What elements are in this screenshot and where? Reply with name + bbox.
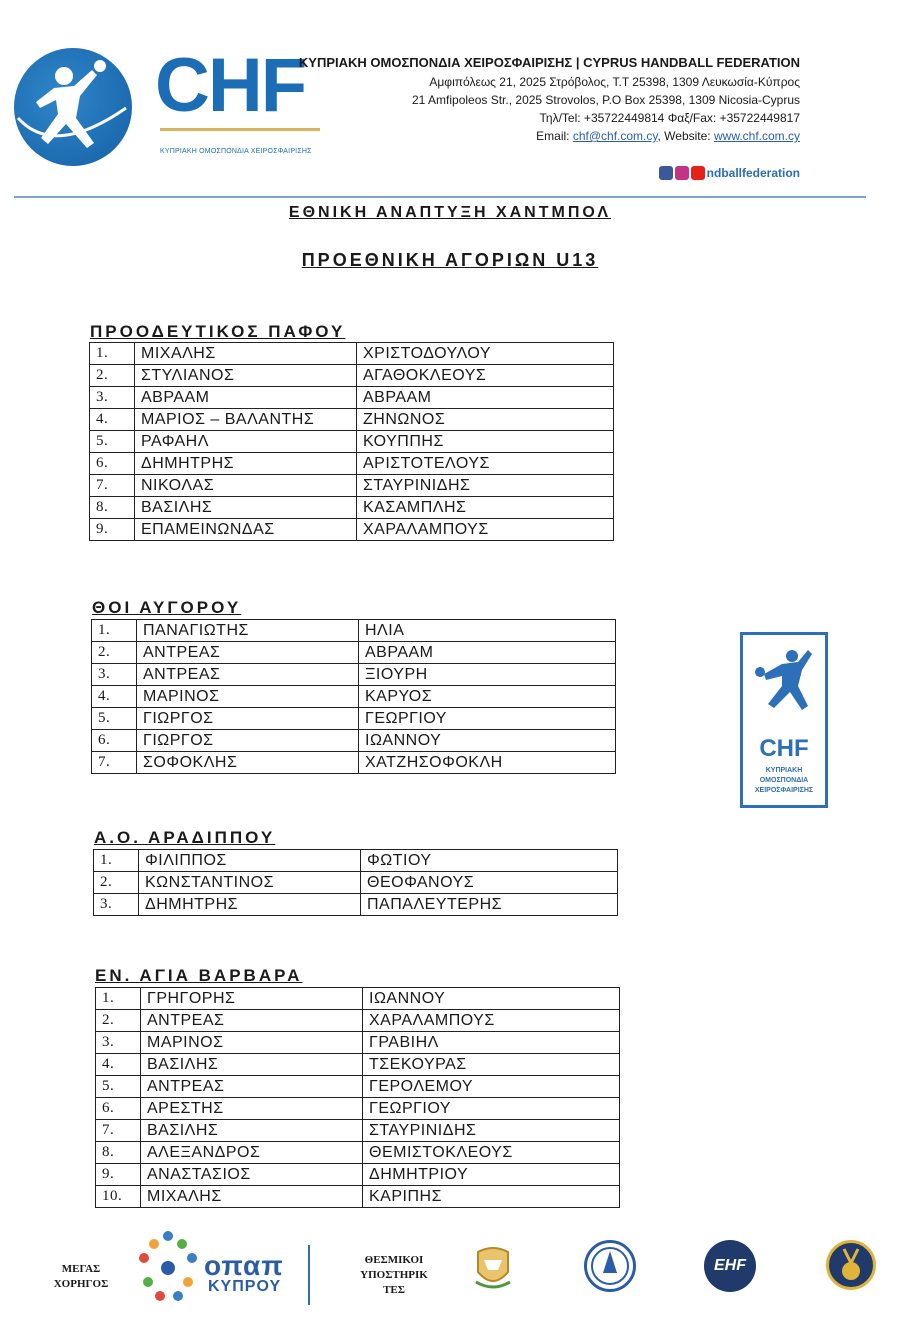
table-row xyxy=(92,730,616,752)
player-first-name: ΔΗΜΗΤΡΗΣ xyxy=(135,453,357,475)
federation-name: ΚΥΠΡΙΑΚΗ ΟΜΟΣΠΟΝΔΙΑ ΧΕΙΡΟΣΦΑΙΡΙΣΗΣ | CYPRUS HANDBALL FEDERATION xyxy=(298,55,800,70)
player-first-name: ΜΙΧΑΛΗΣ xyxy=(141,1186,363,1208)
player-first-name: ΒΑΣΙΛΗΣ xyxy=(141,1054,363,1076)
player-last-name: ΣΤΑΥΡΙΝΙΔΗΣ xyxy=(363,1120,620,1142)
player-last-name: ΚΑΡΙΠΗΣ xyxy=(363,1186,620,1208)
player-first-name: ΑΝΤΡΕΑΣ xyxy=(141,1010,363,1032)
squad-title: ΠΡΟΕΘΝΙΚΗ ΑΓΟΡΙΩΝ U13 xyxy=(301,250,599,270)
player-first-name: ΑΝΤΡΕΑΣ xyxy=(137,664,359,686)
table-row xyxy=(90,387,614,409)
club-name: ΕΝ. ΑΓΙΑ ΒΑΡΒΑΡΑ xyxy=(95,966,303,985)
player-number: 3. xyxy=(96,1032,141,1054)
address-english: 21 Amfipoleos Str., 2025 Strovolos, P.O Box 25398, 1309 Nicosia-Cyprus xyxy=(412,93,800,107)
player-first-name: ΜΙΧΑΛΗΣ xyxy=(135,343,357,365)
club-name: ΠΡΟΟΔΕΥΤΙΚΟΣ ΠΑΦΟΥ xyxy=(90,322,346,341)
table-row xyxy=(96,988,620,1010)
logo-underline xyxy=(160,128,320,131)
table-row xyxy=(90,475,614,497)
player-number: 7. xyxy=(96,1120,141,1142)
handball-player-icon xyxy=(14,48,132,166)
player-first-name: ΜΑΡΙΝΟΣ xyxy=(141,1032,363,1054)
player-first-name: ΦΙΛΙΠΠΟΣ xyxy=(139,850,361,872)
player-first-name: ΑΝΤΡΕΑΣ xyxy=(137,642,359,664)
player-last-name: ΧΑΡΑΛΑΜΠΟΥΣ xyxy=(363,1010,620,1032)
player-last-name: ΑΡΙΣΤΟΤΕΛΟΥΣ xyxy=(357,453,614,475)
institutional-supporters-label xyxy=(346,1253,442,1298)
player-first-name: ΚΩΝΣΤΑΝΤΙΝΟΣ xyxy=(139,872,361,894)
table-row xyxy=(94,850,618,872)
player-number: 6. xyxy=(90,453,135,475)
player-first-name: ΜΑΡΙΝΟΣ xyxy=(137,686,359,708)
player-first-name: ΝΙΚΟΛΑΣ xyxy=(135,475,357,497)
player-number: 9. xyxy=(90,519,135,541)
player-last-name: ΓΕΡΟΛΕΜΟΥ xyxy=(363,1076,620,1098)
website-label: , Website: xyxy=(657,129,711,143)
koa-runner-icon xyxy=(587,1243,633,1289)
player-first-name: ΑΒΡΑΑΜ xyxy=(135,387,357,409)
player-number: 1. xyxy=(90,343,135,365)
table-row xyxy=(96,1186,620,1208)
chf-logo-text: CHF xyxy=(155,43,306,128)
player-last-name: ΧΑΤΖΗΣΟΦΟΚΛΗ xyxy=(359,752,616,774)
table-row xyxy=(92,620,616,642)
player-number: 5. xyxy=(92,708,137,730)
player-last-name: ΧΑΡΑΛΑΜΠΟΥΣ xyxy=(357,519,614,541)
major-sponsor-label xyxy=(46,1262,116,1292)
player-first-name: ΑΝΑΣΤΑΣΙΟΣ xyxy=(141,1164,363,1186)
player-first-name: ΑΛΕΞΑΝΔΡΟΣ xyxy=(141,1142,363,1164)
table-row xyxy=(96,1098,620,1120)
table-row xyxy=(96,1010,620,1032)
player-first-name: ΕΠΑΜΕΙΝΩΝΔΑΣ xyxy=(135,519,357,541)
table-row xyxy=(92,642,616,664)
player-number: 2. xyxy=(90,365,135,387)
player-last-name: ΓΕΩΡΓΙΟΥ xyxy=(359,708,616,730)
player-last-name: ΑΒΡΑΑΜ xyxy=(357,387,614,409)
player-number: 2. xyxy=(94,872,139,894)
club-roster-table xyxy=(93,849,618,916)
major-sponsor-label-line: ΧΟΡΗΓΟΣ xyxy=(53,1278,109,1290)
table-row xyxy=(90,519,614,541)
player-number: 9. xyxy=(96,1164,141,1186)
player-last-name: ΚΑΡΥΟΣ xyxy=(359,686,616,708)
player-last-name: ΚΟΥΠΠΗΣ xyxy=(357,431,614,453)
club-roster-table xyxy=(95,987,620,1208)
table-row xyxy=(92,708,616,730)
player-first-name: ΒΑΣΙΛΗΣ xyxy=(135,497,357,519)
player-number: 7. xyxy=(90,475,135,497)
player-number: 4. xyxy=(92,686,137,708)
player-number: 1. xyxy=(96,988,141,1010)
player-last-name: ΣΤΑΥΡΙΝΙΔΗΣ xyxy=(357,475,614,497)
social-handle[interactable]: ndballfederation xyxy=(706,165,800,180)
stamp-subtext: ΚΥΠΡΙΑΚΗ ΟΜΟΣΠΟΝΔΙΑ ΧΕΙΡΟΣΦΑΙΡΙΣΗΣ xyxy=(754,767,814,794)
club-name: ΘΟΙ ΑΥΓΟΡΟΥ xyxy=(92,598,242,617)
table-row xyxy=(96,1120,620,1142)
table-row xyxy=(96,1076,620,1098)
player-number: 6. xyxy=(92,730,137,752)
ehf-logo: EHF xyxy=(704,1240,756,1292)
table-row xyxy=(92,686,616,708)
player-last-name: ΤΣΕΚΟΥΡΑΣ xyxy=(363,1054,620,1076)
player-number: 2. xyxy=(96,1010,141,1032)
player-number: 4. xyxy=(96,1054,141,1076)
player-last-name: ΓΕΩΡΓΙΟΥ xyxy=(363,1098,620,1120)
player-number: 8. xyxy=(96,1142,141,1164)
phone-fax-line: Τηλ/Tel: +35722449814 Φαξ/Fax: +35722449817 xyxy=(539,111,800,125)
club-name: Α.Ο. ΑΡΑΔΙΠΠΟΥ xyxy=(94,828,276,847)
player-last-name: ΙΩΑΝΝΟΥ xyxy=(363,988,620,1010)
table-row xyxy=(90,343,614,365)
major-sponsor-label-line: ΜΕΓΑΣ xyxy=(61,1263,101,1275)
player-last-name: ΗΛΙΑ xyxy=(359,620,616,642)
institutional-label-line: ΤΕΣ xyxy=(383,1284,405,1296)
player-number: 7. xyxy=(92,752,137,774)
institutional-label-line: ΘΕΣΜΙΚΟΙ xyxy=(364,1254,424,1266)
logo-subtitle: ΚΥΠΡΙΑΚΗ ΟΜΟΣΠΟΝΔΙΑ ΧΕΙΡΟΣΦΑΙΡΙΣΗΣ xyxy=(160,148,312,155)
player-last-name: ΓΡΑΒΙΗΛ xyxy=(363,1032,620,1054)
player-last-name: ΑΓΑΘΟΚΛΕΟΥΣ xyxy=(357,365,614,387)
player-last-name: ΞΙΟΥΡΗ xyxy=(359,664,616,686)
player-first-name: ΣΤΥΛΙΑΝΟΣ xyxy=(135,365,357,387)
stamp-player-icon xyxy=(752,646,816,718)
program-title: ΕΘΝΙΚΗ ΑΝΑΠΤΥΞΗ ΧΑΝΤΜΠΟΛ xyxy=(288,204,612,221)
table-row xyxy=(96,1032,620,1054)
player-number: 6. xyxy=(96,1098,141,1120)
table-row xyxy=(92,664,616,686)
email-link[interactable]: chf@chf.com.cy xyxy=(572,129,658,143)
player-number: 1. xyxy=(94,850,139,872)
facebook-icon[interactable] xyxy=(659,166,673,180)
player-last-name: ΑΒΡΑΑΜ xyxy=(359,642,616,664)
ihf-medal-icon xyxy=(829,1243,873,1287)
table-row xyxy=(96,1142,620,1164)
instagram-icon[interactable] xyxy=(675,166,689,180)
player-last-name: ΔΗΜΗΤΡΙΟΥ xyxy=(363,1164,620,1186)
player-number: 1. xyxy=(92,620,137,642)
player-first-name: ΣΟΦΟΚΛΗΣ xyxy=(137,752,359,774)
opap-brand-text: οπαπ xyxy=(204,1250,284,1281)
youtube-icon[interactable] xyxy=(691,166,705,180)
address-greek: Αμφιπόλεως 21, 2025 Στρόβολος, Τ.Τ 25398, 1309 Λευκωσία-Κύπρος xyxy=(429,75,800,89)
table-row xyxy=(90,453,614,475)
player-last-name: ΚΑΣΑΜΠΛΗΣ xyxy=(357,497,614,519)
opap-brand-subtext: ΚΥΠΡΟΥ xyxy=(208,1278,282,1295)
player-first-name: ΓΙΩΡΓΟΣ xyxy=(137,708,359,730)
table-row xyxy=(90,365,614,387)
federation-emblem xyxy=(14,48,132,166)
player-last-name: ΙΩΑΝΝΟΥ xyxy=(359,730,616,752)
player-last-name: ΖΗΝΩΝΟΣ xyxy=(357,409,614,431)
player-last-name: ΘΕΟΦΑΝΟΥΣ xyxy=(361,872,618,894)
player-last-name: ΘΕΜΙΣΤΟΚΛΕΟΥΣ xyxy=(363,1142,620,1164)
table-row xyxy=(90,409,614,431)
table-row xyxy=(90,497,614,519)
player-first-name: ΜΑΡΙΟΣ – ΒΑΛΑΝΤΗΣ xyxy=(135,409,357,431)
player-number: 4. xyxy=(90,409,135,431)
player-number: 5. xyxy=(96,1076,141,1098)
footer-divider xyxy=(308,1245,310,1305)
player-last-name: ΠΑΠΑΛΕΥΤΕΡΗΣ xyxy=(361,894,618,916)
player-last-name: ΧΡΙΣΤΟΔΟΥΛΟΥ xyxy=(357,343,614,365)
email-label: Email: xyxy=(536,129,570,143)
opap-logo-icon xyxy=(134,1228,202,1306)
table-row xyxy=(96,1164,620,1186)
table-row xyxy=(94,872,618,894)
player-first-name: ΔΗΜΗΤΡΗΣ xyxy=(139,894,361,916)
stamp-logo-text: CHF xyxy=(759,735,809,762)
contact-line xyxy=(536,129,800,143)
table-row xyxy=(92,752,616,774)
social-links xyxy=(630,164,800,182)
table-row xyxy=(94,894,618,916)
website-link[interactable]: www.chf.com.cy xyxy=(713,129,800,143)
institutional-label-line: ΥΠΟΣΤΗΡΙΚ xyxy=(360,1269,428,1281)
cyprus-coat-of-arms-icon xyxy=(470,1242,516,1294)
player-first-name: ΓΡΗΓΟΡΗΣ xyxy=(141,988,363,1010)
ihf-logo xyxy=(826,1240,876,1290)
table-row xyxy=(96,1054,620,1076)
player-first-name: ΒΑΣΙΛΗΣ xyxy=(141,1120,363,1142)
club-roster-table xyxy=(89,342,614,541)
player-first-name: ΑΝΤΡΕΑΣ xyxy=(141,1076,363,1098)
player-number: 2. xyxy=(92,642,137,664)
player-number: 3. xyxy=(94,894,139,916)
header-divider xyxy=(14,196,866,198)
player-last-name: ΦΩΤΙΟΥ xyxy=(361,850,618,872)
player-number: 3. xyxy=(92,664,137,686)
player-number: 3. xyxy=(90,387,135,409)
table-row xyxy=(90,431,614,453)
koa-logo xyxy=(584,1240,636,1292)
player-number: 8. xyxy=(90,497,135,519)
player-first-name: ΠΑΝΑΓΙΩΤΗΣ xyxy=(137,620,359,642)
player-number: 5. xyxy=(90,431,135,453)
player-first-name: ΓΙΩΡΓΟΣ xyxy=(137,730,359,752)
club-roster-table xyxy=(91,619,616,774)
player-first-name: ΑΡΕΣΤΗΣ xyxy=(141,1098,363,1120)
player-first-name: ΡΑΦΑΗΛ xyxy=(135,431,357,453)
player-number: 10. xyxy=(96,1186,141,1208)
